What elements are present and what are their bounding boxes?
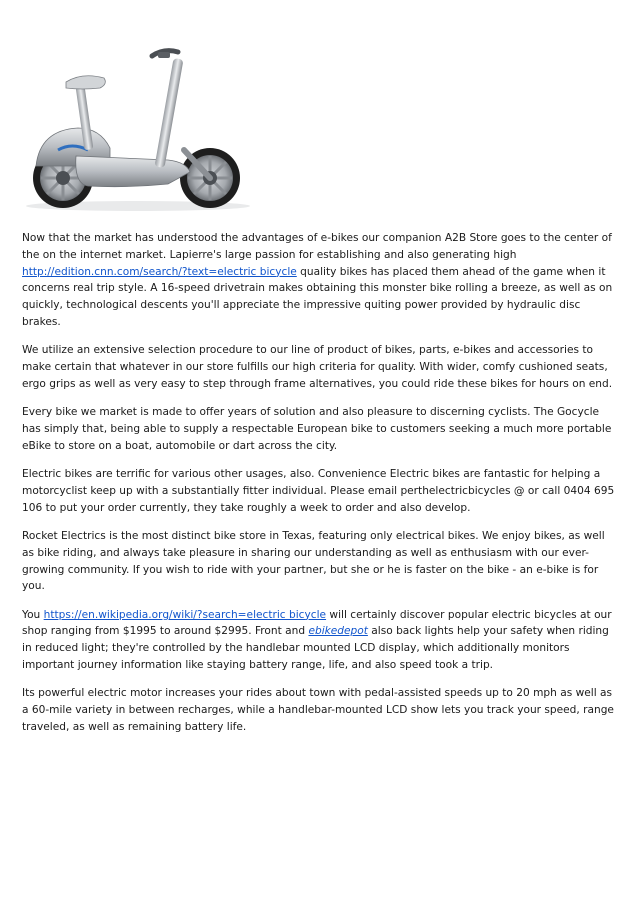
text: Rocket Electrics is the most distinct bike store in Texas, featuring only electrical bikes. We enjoy bikes, as well as bike riding, and always take pleasure in sharing our understanding as well as enthusiasm with our ever-growing community. If you wish to ride with your partner, but she or he is faster on the bike - an e-bike is for you. xyxy=(22,529,605,593)
ebikedepot-link[interactable]: ebikedepot xyxy=(308,625,368,638)
text: will certainly discover popular electric bicycles at our shop ranging from $1995 to around $2995. Front and xyxy=(22,608,612,638)
text: You xyxy=(22,608,44,621)
electric-scooter-image xyxy=(18,38,258,213)
text: also back lights help your safety when riding in reduced light; they're controlled by the handlebar mounted LCD display, which additionally monitors important journey information like staying battery range, life, and also speed took a trip. xyxy=(22,625,609,672)
paragraph-3 xyxy=(22,404,616,454)
text: Every bike we market is made to offer years of solution and also pleasure to discerning cyclists. The Gocycle has simply that, being able to supply a respectable European bike to customers seeking a much more portable eBike to store on a boat, automobile or dart across the city. xyxy=(22,406,612,452)
paragraph-5 xyxy=(22,528,616,595)
cnn-search-link[interactable]: http://edition.cnn.com/search/?text=electric bicycle xyxy=(22,265,297,278)
text: Its powerful electric motor increases your rides about town with pedal-assisted speeds up to 20 mph as well as a 60-mile variety in between recharges, while a handlebar-mounted LCD show lets you track your speed, range traveled, as well as remaining battery life. xyxy=(22,687,614,733)
text: We utilize an extensive selection procedure to our line of product of bikes, parts, e-bikes and accessories to make certain that whatever in our store fulfills our high criteria for quality. With wider, comfy cushioned seats, ergo grips as well as very easy to step through frame alternatives, you could ride these bikes for hours on end. xyxy=(22,344,613,390)
article-body xyxy=(22,230,616,747)
text: Electric bikes are terrific for various other usages, also. Convenience Electric bikes are fantastic for helping a motorcyclist keep up with a substantially fitter individual. Please email perthelectricbicycles @ or call 0404 695 106 to put your order currently, they take roughly a week to order and also develop. xyxy=(22,468,615,514)
paragraph-6 xyxy=(22,607,616,674)
text: quality bikes has placed them ahead of the game when it concerns real trip style. A 16-speed drivetrain makes obtaining this monster bike rolling a breeze, as well as on quickly, technological descents you'll appreciate the impressive quiting power provided by hydraulic disc brakes. xyxy=(22,265,613,328)
paragraph-1 xyxy=(22,230,616,331)
wikipedia-search-link[interactable]: https://en.wikipedia.org/wiki/?search=electric bicycle xyxy=(43,608,327,621)
paragraph-2 xyxy=(22,342,616,392)
paragraph-7 xyxy=(22,685,616,735)
paragraph-4 xyxy=(22,466,616,516)
text: Now that the market has understood the advantages of e-bikes our companion A2B Store goes to the center of the on the internet market. Lapierre's large passion for establishing and also generating high xyxy=(22,232,612,261)
